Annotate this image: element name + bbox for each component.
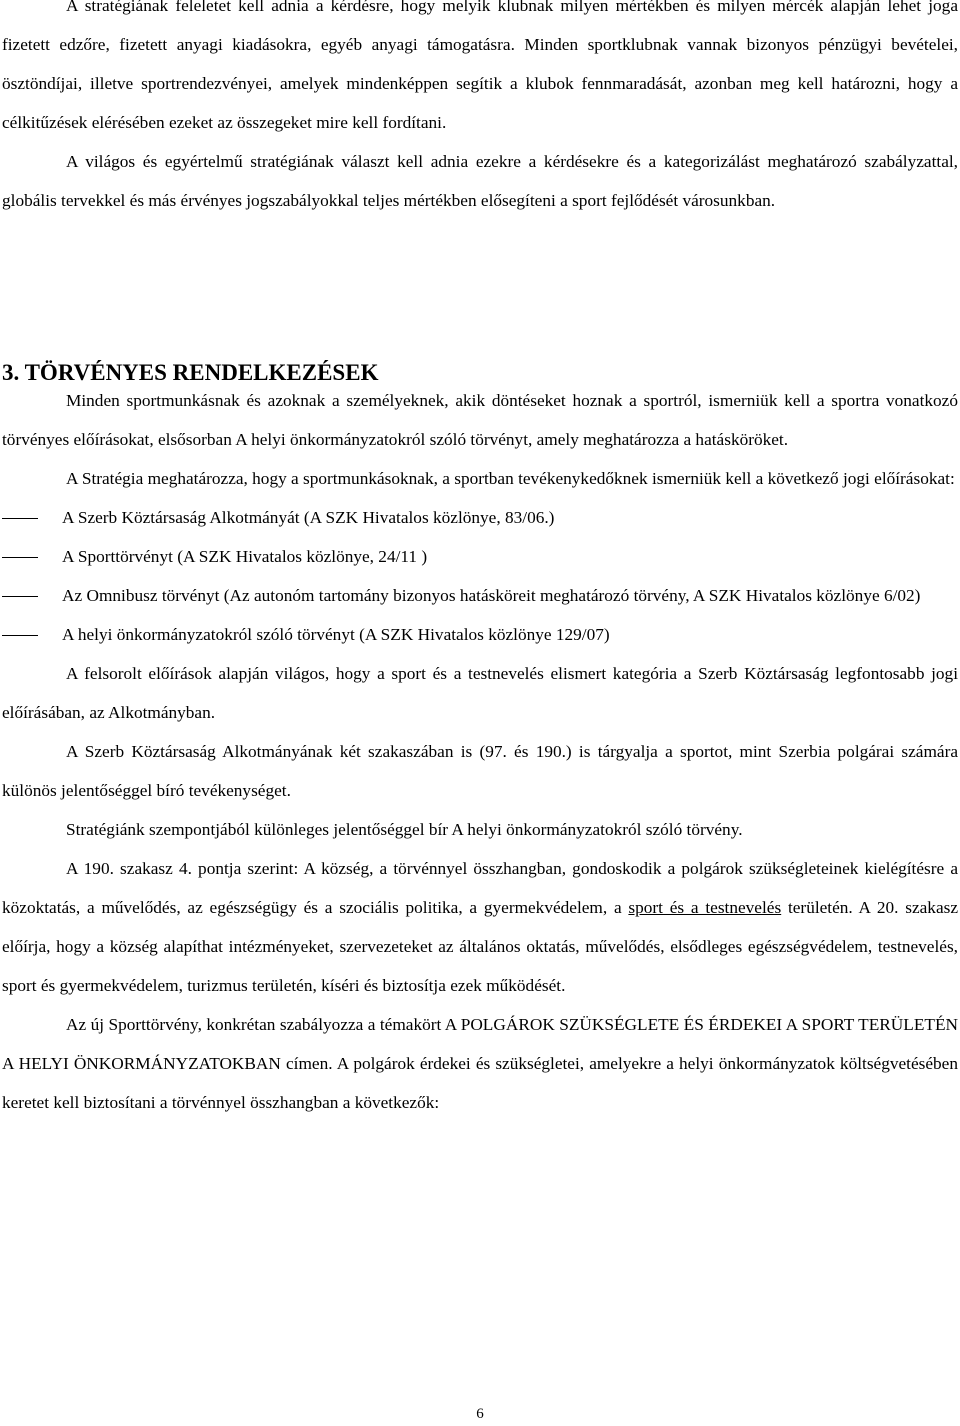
section-strategy: [0, 0, 958, 220]
list-item: Az Omnibusz törvényt (Az autonóm tartomány bizonyos hatásköreit meghatározó törvény, A SZK Hivatalos közlönye 6/02): [62, 586, 921, 605]
paragraph-intro-1: Minden sportmunkásnak és azoknak a személyeknek, akik döntéseket hoznak a sportról, ismerniük kell a sportra vonatkozó törvényes előírásokat, elsősorban A helyi önkormányzatokról szóló törvényt, amely meghatározza a hatásköröket.: [2, 391, 958, 449]
paragraph-sport-law: Az új Sporttörvény, konkrétan szabályozza a témakört A POLGÁROK SZÜKSÉGLETE ÉS ÉRDEKEI A SPORT TERÜLETÉN A HELYI ÖNKORMÁNYZATOKBAN címen. A polgárok érdekei és szükségletei, amelyekre a helyi önkormányzatok költségvetésében keretet kell biztosítani a törvénnyel összhangban a következők:: [2, 1015, 958, 1112]
legal-list: [0, 498, 958, 654]
paragraph-intro-2: A Stratégia meghatározza, hogy a sportmunkásoknak, a sportban tevékenykedőknek ismerniük kell a következő jogi előírásokat:: [66, 469, 955, 488]
paragraph-section-190: A 190. szakasz 4. pontja szerint: A község, a törvénnyel összhangban, gondoskodik a polgárok szükségleteinek kielégítésre a közoktatás, a művelődés, az egészségügy és a szociális politika, a gyermekvédelem, a sport és a testnevelés területén. A 20. szakasz előírja, hogy a község alapíthat intézményeket, szervezeteket az általános oktatás, művelődés, elsődleges egészségvédelem, testnevelés, sport és gyermekvédelem, turizmus területén, kíséri és biztosítja ezek működését.: [2, 859, 959, 995]
paragraph-local-law: Stratégiánk szempontjából különleges jelentőséggel bír A helyi önkormányzatokról szóló törvény.: [66, 820, 743, 839]
paragraph-strategy-question: A stratégiának feleletet kell adnia a kérdésre, hogy melyik klubnak milyen mértékben és milyen mércék alapján lehet joga fizetett edzőre, fizetett anyagi kiadásokra, egyéb anyagi támogatásra. Minden sportklubnak vannak bizonyos pénzügyi bevételei, ösztöndíjai, illetve sportrendezvényei, amelyek mindenképpen segítik a klubok fennmaradását, azonban meg kell határozni, hogy a célkitűzések elérésében ezeket az összegeket mire kell fordítani.: [2, 0, 958, 132]
page-number: 6: [476, 1406, 484, 1422]
paragraph-constitution: A Szerb Köztársaság Alkotmányának két szakaszában is (97. és 190.) is tárgyalja a sportot, mint Szerbia polgárai számára különös jelentőséggel bíró tevékenységet.: [2, 742, 958, 800]
paragraph-strategy-answer: A világos és egyértelmű stratégiának választ kell adnia ezekre a kérdésekre és a kategorizálást meghatározó szabályzattal, globális tervekkel és más érvényes jogszabályokkal teljes mértékben elősegíteni a sport fejlődését városunkban.: [2, 152, 958, 210]
section-heading: 3. TÖRVÉNYES RENDELKEZÉSEK: [2, 360, 379, 385]
section-legal-provisions: [0, 381, 958, 1122]
underlined-sport-text: sport és a testnevelés: [628, 898, 782, 917]
list-item: A helyi önkormányzatokról szóló törvényt (A SZK Hivatalos közlönye 129/07): [62, 625, 610, 644]
paragraph-categories: A felsorolt előírások alapján világos, hogy a sport és a testnevelés elismert kategória a Szerb Köztársaság legfontosabb jogi előírásában, az Alkotmányban.: [2, 664, 958, 722]
list-item: A Szerb Köztársaság Alkotmányát (A SZK Hivatalos közlönye, 83/06.): [62, 508, 555, 527]
list-item: A Sporttörvényt (A SZK Hivatalos közlönye, 24/11 ): [62, 547, 428, 566]
